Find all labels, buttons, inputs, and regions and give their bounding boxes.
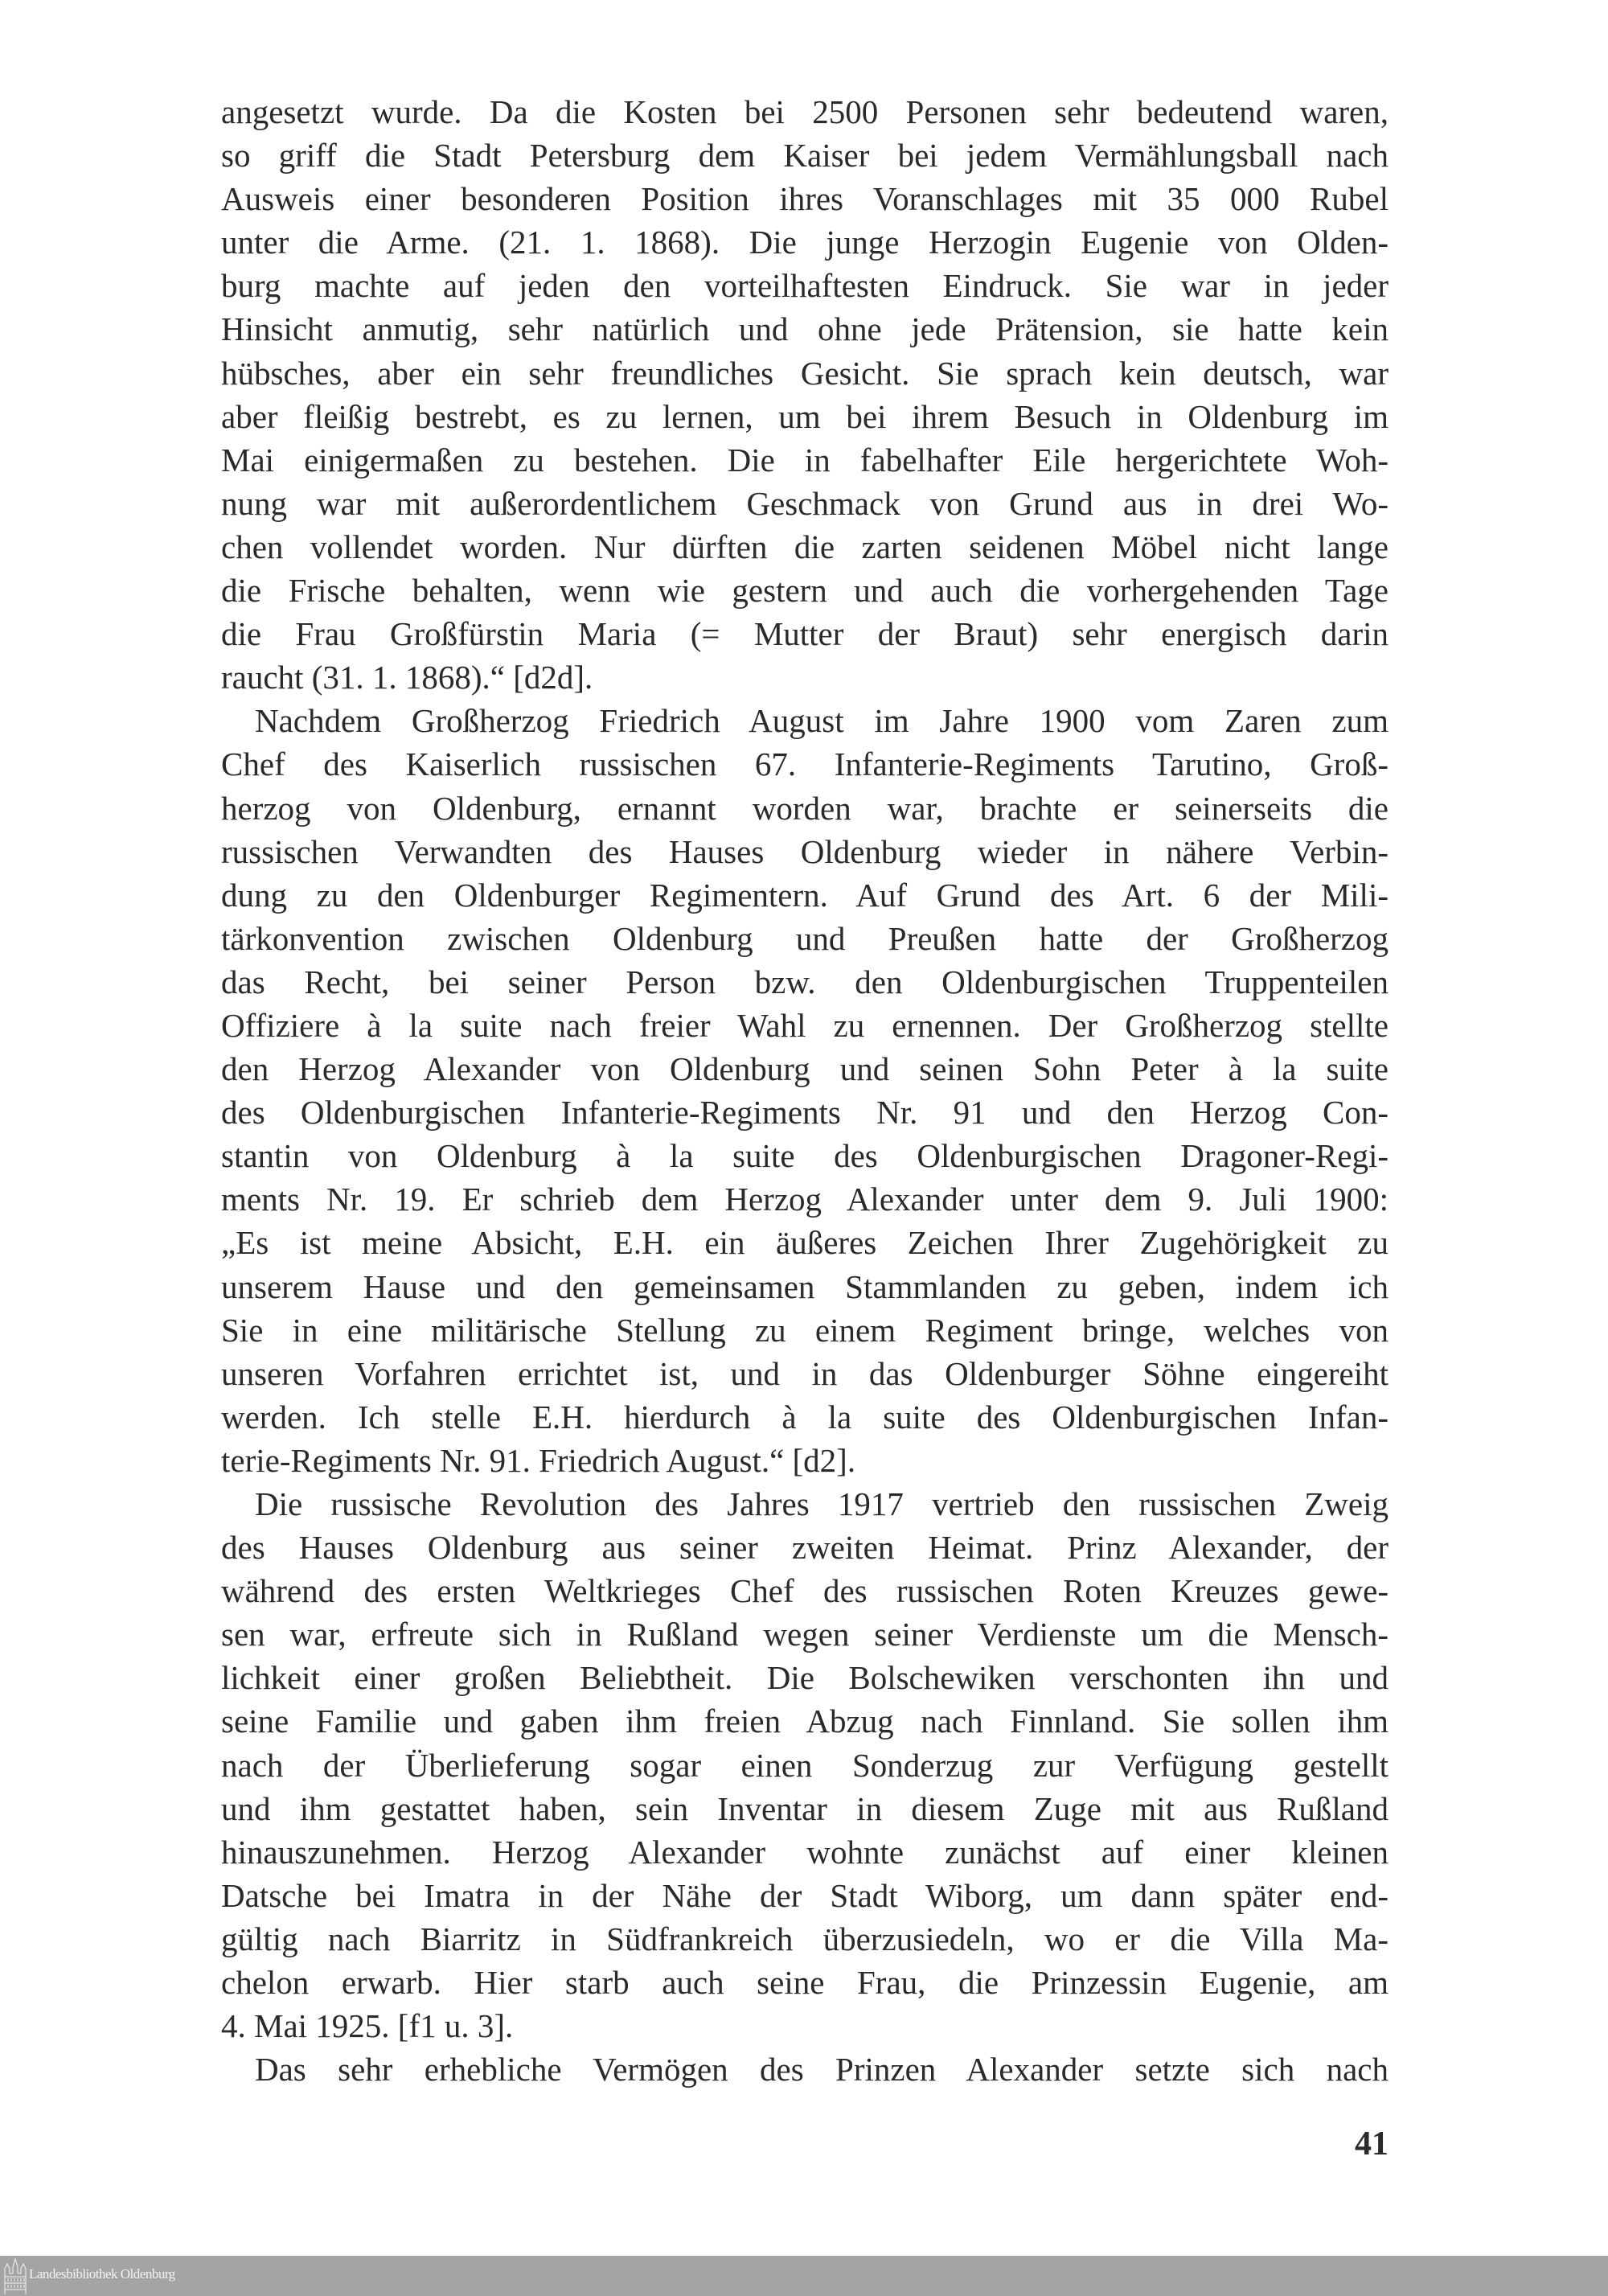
text-line: Die russische Revolution des Jahres 1917 vertrieb den russischen Zweig (255, 1485, 1389, 1522)
text-line: dung zu den Oldenburger Regimentern. Auf Grund des Art. 6 der Mili- (221, 876, 1389, 914)
text-line: den Herzog Alexander von Oldenburg und seinen Sohn Peter à la suite (221, 1050, 1389, 1088)
text-line: während des ersten Weltkrieges Chef des russischen Roten Kreuzes gewe- (221, 1572, 1389, 1610)
text-line: herzog von Oldenburg, ernannt worden war, brachte er seinerseits die (221, 789, 1389, 827)
text-line: unserem Hause und den gemeinsamen Stammlanden zu geben, indem ich (221, 1267, 1389, 1305)
text-line: Hinsicht anmutig, sehr natürlich und ohne jede Prätension, sie hatte kein (221, 310, 1389, 348)
text-line: chen vollendet worden. Nur dürften die zarten seidenen Möbel nicht lange (221, 528, 1389, 565)
text-line: seine Familie und gaben ihm freien Abzug nach Finnland. Sie sollen ihm (221, 1702, 1389, 1740)
page-body-text (221, 90, 1389, 2091)
text-line: des Oldenburgischen Infanterie-Regiments Nr. 91 und den Herzog Con- (221, 1094, 1389, 1132)
text-line: so griff die Stadt Petersburg dem Kaiser bei jedem Vermählungsball nach (221, 137, 1389, 175)
text-line: Ausweis einer besonderen Position ihres Voranschlages mit 35 000 Rubel (221, 180, 1389, 218)
text-line: stantin von Oldenburg à la suite des Oldenburgischen Dragoner-Regi- (221, 1137, 1389, 1175)
text-line: die Frische behalten, wenn wie gestern und auch die vorhergehenden Tage (221, 572, 1389, 610)
text-line: das Recht, bei seiner Person bzw. den Oldenburgischen Truppenteilen (221, 963, 1389, 1000)
text-line: werden. Ich stelle E.H. hierdurch à la suite des Oldenburgischen Infan- (221, 1398, 1389, 1436)
text-line: Sie in eine militärische Stellung zu einem Regiment bringe, welches von (221, 1311, 1389, 1349)
text-line: unter die Arme. (21. 1. 1868). Die junge Herzogin Eugenie von Olden- (221, 224, 1389, 261)
text-line: des Hauses Oldenburg aus seiner zweiten Heimat. Prinz Alexander, der (221, 1529, 1389, 1567)
text-line: russischen Verwandten des Hauses Oldenburg wieder in nähere Verbin- (221, 832, 1389, 870)
text-line: Nachdem Großherzog Friedrich August im Jahre 1900 vom Zaren zum (255, 702, 1389, 740)
text-line: ments Nr. 19. Er schrieb dem Herzog Alexander unter dem 9. Juli 1900: (221, 1181, 1389, 1218)
text-line: angesetzt wurde. Da die Kosten bei 2500 Personen sehr bedeutend waren, (221, 93, 1389, 130)
footer-bar (0, 2256, 1608, 2296)
text-line: hübsches, aber ein sehr freundliches Gesicht. Sie sprach kein deutsch, war (221, 354, 1389, 392)
text-line: sen war, erfreute sich in Rußland wegen seiner Verdienste um die Mensch- (221, 1616, 1389, 1653)
text-line: Das sehr erhebliche Vermögen des Prinzen Alexander setzte sich nach (255, 2051, 1389, 2089)
text-line: aber fleißig bestrebt, es zu lernen, um bei ihrem Besuch in Oldenburg im (221, 397, 1389, 435)
text-line: chelon erwarb. Hier starb auch seine Frau, die Prinzessin Eugenie, am (221, 1964, 1389, 2002)
library-building-logo-icon (3, 2257, 27, 2294)
text-line: hinauszunehmen. Herzog Alexander wohnte zunächst auf einer kleinen (221, 1833, 1389, 1871)
text-line: Offiziere à la suite nach freier Wahl zu ernennen. Der Großherzog stellte (221, 1006, 1389, 1044)
text-line: Datsche bei Imatra in der Nähe der Stadt Wiborg, um dann später end- (221, 1876, 1389, 1914)
library-name: Landesbibliothek Oldenburg (29, 2266, 175, 2282)
text-line: „Es ist meine Absicht, E.H. ein äußeres Zeichen Ihrer Zugehörigkeit zu (221, 1224, 1389, 1262)
text-line: gültig nach Biarritz in Südfrankreich überzusiedeln, wo er die Villa Ma- (221, 1920, 1389, 1957)
page-number: 41 (1355, 2126, 1389, 2163)
text-line: Chef des Kaiserlich russischen 67. Infanterie-Regiments Tarutino, Groß- (221, 745, 1389, 783)
text-line: Mai einigermaßen zu bestehen. Die in fabelhafter Eile hergerichtete Woh- (221, 441, 1389, 479)
text-line: burg machte auf jeden den vorteilhaftesten Eindruck. Sie war in jeder (221, 267, 1389, 305)
text-line: unseren Vorfahren errichtet ist, und in das Oldenburger Söhne eingereiht (221, 1354, 1389, 1392)
text-line: tärkonvention zwischen Oldenburg und Preußen hatte der Großherzog (221, 919, 1389, 957)
text-line: nung war mit außerordentlichem Geschmack von Grund aus in drei Wo- (221, 484, 1389, 522)
text-line: die Frau Großfürstin Maria (= Mutter der Braut) sehr energisch darin (221, 615, 1389, 653)
text-line: und ihm gestattet haben, sein Inventar in diesem Zuge mit aus Rußland (221, 1789, 1389, 1827)
text-line: raucht (31. 1. 1868).“ [d2d]. (221, 659, 593, 696)
text-line: 4. Mai 1925. [f1 u. 3]. (221, 2007, 514, 2045)
text-line: lichkeit einer großen Beliebtheit. Die Bolschewiken verschonten ihn und (221, 1659, 1389, 1697)
text-line: terie-Regiments Nr. 91. Friedrich August.“ [d2]. (221, 1441, 856, 1479)
text-line: nach der Überlieferung sogar einen Sonderzug zur Verfügung gestellt (221, 1746, 1389, 1784)
